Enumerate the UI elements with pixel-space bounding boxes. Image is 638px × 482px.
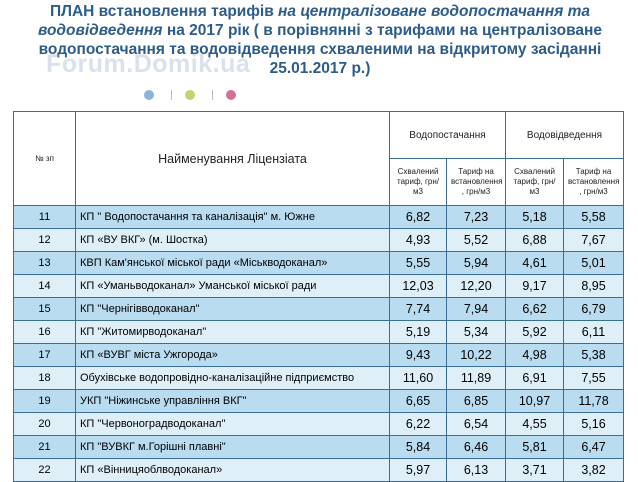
water-supply-established: 7,94	[447, 298, 506, 321]
row-number: 18	[14, 367, 76, 390]
water-supply-approved: 6,65	[390, 390, 447, 413]
water-drainage-approved: 5,81	[506, 436, 564, 459]
water-drainage-established: 5,58	[564, 206, 624, 229]
row-number: 14	[14, 275, 76, 298]
title-part2: на 2017 рік ( в порівнянні з тарифами на централізоване водопостачання та водовідведення схваленими на відкритому засіданні 25.01.2017 р.)	[38, 22, 603, 77]
water-supply-established: 6,13	[447, 459, 506, 482]
water-supply-approved: 5,19	[390, 321, 447, 344]
header-water-drainage: Водовідведення	[506, 112, 624, 159]
water-supply-approved: 5,97	[390, 459, 447, 482]
water-drainage-approved: 9,17	[506, 275, 564, 298]
table-row	[14, 252, 624, 275]
divider	[171, 90, 172, 100]
title-part1: ПЛАН встановлення тарифів	[49, 3, 279, 20]
water-supply-established: 6,46	[447, 436, 506, 459]
water-supply-established: 10,22	[447, 344, 506, 367]
blue-dot-icon	[144, 90, 154, 100]
water-drainage-approved: 4,98	[506, 344, 564, 367]
water-supply-approved: 11,60	[390, 367, 447, 390]
table-row	[14, 321, 624, 344]
water-drainage-established: 5,16	[564, 413, 624, 436]
water-supply-approved: 6,22	[390, 413, 447, 436]
water-drainage-established: 3,82	[564, 459, 624, 482]
licensee-name: КП "Житомирводоканал"	[76, 321, 390, 344]
water-supply-established: 5,94	[447, 252, 506, 275]
row-number: 11	[14, 206, 76, 229]
water-supply-approved: 5,55	[390, 252, 447, 275]
pink-dot-icon	[226, 90, 236, 100]
water-drainage-established: 6,11	[564, 321, 624, 344]
licensee-name: КП «Вінницяоблводоканал»	[76, 459, 390, 482]
row-number: 16	[14, 321, 76, 344]
water-drainage-approved: 4,61	[506, 252, 564, 275]
tariff-table	[13, 111, 624, 482]
water-drainage-established: 8,95	[564, 275, 624, 298]
water-supply-approved: 4,93	[390, 229, 447, 252]
header-wd-established: Тариф на встановлення , грн/м3	[564, 159, 624, 206]
water-drainage-established: 7,55	[564, 367, 624, 390]
water-supply-approved: 6,82	[390, 206, 447, 229]
water-drainage-approved: 6,62	[506, 298, 564, 321]
licensee-name: КП "Чернігівводоканал"	[76, 298, 390, 321]
licensee-name: УКП "Ніжинське управління ВКГ"	[76, 390, 390, 413]
table-row	[14, 229, 624, 252]
table-row	[14, 390, 624, 413]
water-supply-approved: 12,03	[390, 275, 447, 298]
water-drainage-established: 6,47	[564, 436, 624, 459]
header-num: № зп	[14, 112, 76, 206]
table-row	[14, 436, 624, 459]
licensee-name: КВП Кам'янської міської ради «Міськводоканал»	[76, 252, 390, 275]
water-supply-established: 5,34	[447, 321, 506, 344]
water-supply-established: 7,23	[447, 206, 506, 229]
table-row	[14, 367, 624, 390]
water-supply-approved: 5,84	[390, 436, 447, 459]
water-supply-established: 6,54	[447, 413, 506, 436]
licensee-name: КП "Червоноградводоканал"	[76, 413, 390, 436]
table-row	[14, 459, 624, 482]
water-supply-established: 6,85	[447, 390, 506, 413]
table-row	[14, 298, 624, 321]
header-wd-approved: Схвалений тариф, грн/м3	[506, 159, 564, 206]
licensee-name: КП «ВУ ВКГ» (м. Шостка)	[76, 229, 390, 252]
table-row	[14, 275, 624, 298]
table-row	[14, 206, 624, 229]
water-supply-established: 5,52	[447, 229, 506, 252]
water-drainage-approved: 6,88	[506, 229, 564, 252]
watermark: Forum.Domik.ua	[46, 50, 251, 78]
water-drainage-approved: 10,97	[506, 390, 564, 413]
water-supply-approved: 7,74	[390, 298, 447, 321]
row-number: 15	[14, 298, 76, 321]
water-drainage-approved: 4,55	[506, 413, 564, 436]
water-drainage-approved: 3,71	[506, 459, 564, 482]
water-supply-established: 11,89	[447, 367, 506, 390]
water-drainage-approved: 6,91	[506, 367, 564, 390]
water-drainage-established: 7,67	[564, 229, 624, 252]
decorative-dots	[144, 88, 244, 102]
row-number: 13	[14, 252, 76, 275]
row-number: 20	[14, 413, 76, 436]
divider	[212, 90, 213, 100]
row-number: 22	[14, 459, 76, 482]
water-drainage-established: 5,01	[564, 252, 624, 275]
row-number: 21	[14, 436, 76, 459]
header-name: Найменування Ліцензіата	[76, 112, 390, 206]
licensee-name: Обухівське водопровідно-каналізаційне підприємство	[76, 367, 390, 390]
water-supply-approved: 9,43	[390, 344, 447, 367]
row-number: 19	[14, 390, 76, 413]
green-dot-icon	[185, 90, 195, 100]
water-drainage-established: 6,79	[564, 298, 624, 321]
table-row	[14, 344, 624, 367]
header-ws-approved: Схвалений тариф, грн/м3	[390, 159, 447, 206]
header-water-supply: Водопостачання	[390, 112, 506, 159]
licensee-name: КП "ВУВКГ м.Горішні плавні"	[76, 436, 390, 459]
row-number: 12	[14, 229, 76, 252]
water-drainage-approved: 5,92	[506, 321, 564, 344]
title-italic: на централізоване водопостачання та водовідведення	[37, 3, 591, 39]
row-number: 17	[14, 344, 76, 367]
water-drainage-approved: 5,18	[506, 206, 564, 229]
water-drainage-established: 5,38	[564, 344, 624, 367]
water-supply-established: 12,20	[447, 275, 506, 298]
header-ws-established: Тариф на встановлення , грн/м3	[447, 159, 506, 206]
water-drainage-established: 11,78	[564, 390, 624, 413]
licensee-name: КП «ВУВГ міста Ужгорода»	[76, 344, 390, 367]
licensee-name: КП " Водопостачання та каналізація" м. Южне	[76, 206, 390, 229]
table-row	[14, 413, 624, 436]
licensee-name: КП «Уманьводоканал» Уманської міської ради	[76, 275, 390, 298]
